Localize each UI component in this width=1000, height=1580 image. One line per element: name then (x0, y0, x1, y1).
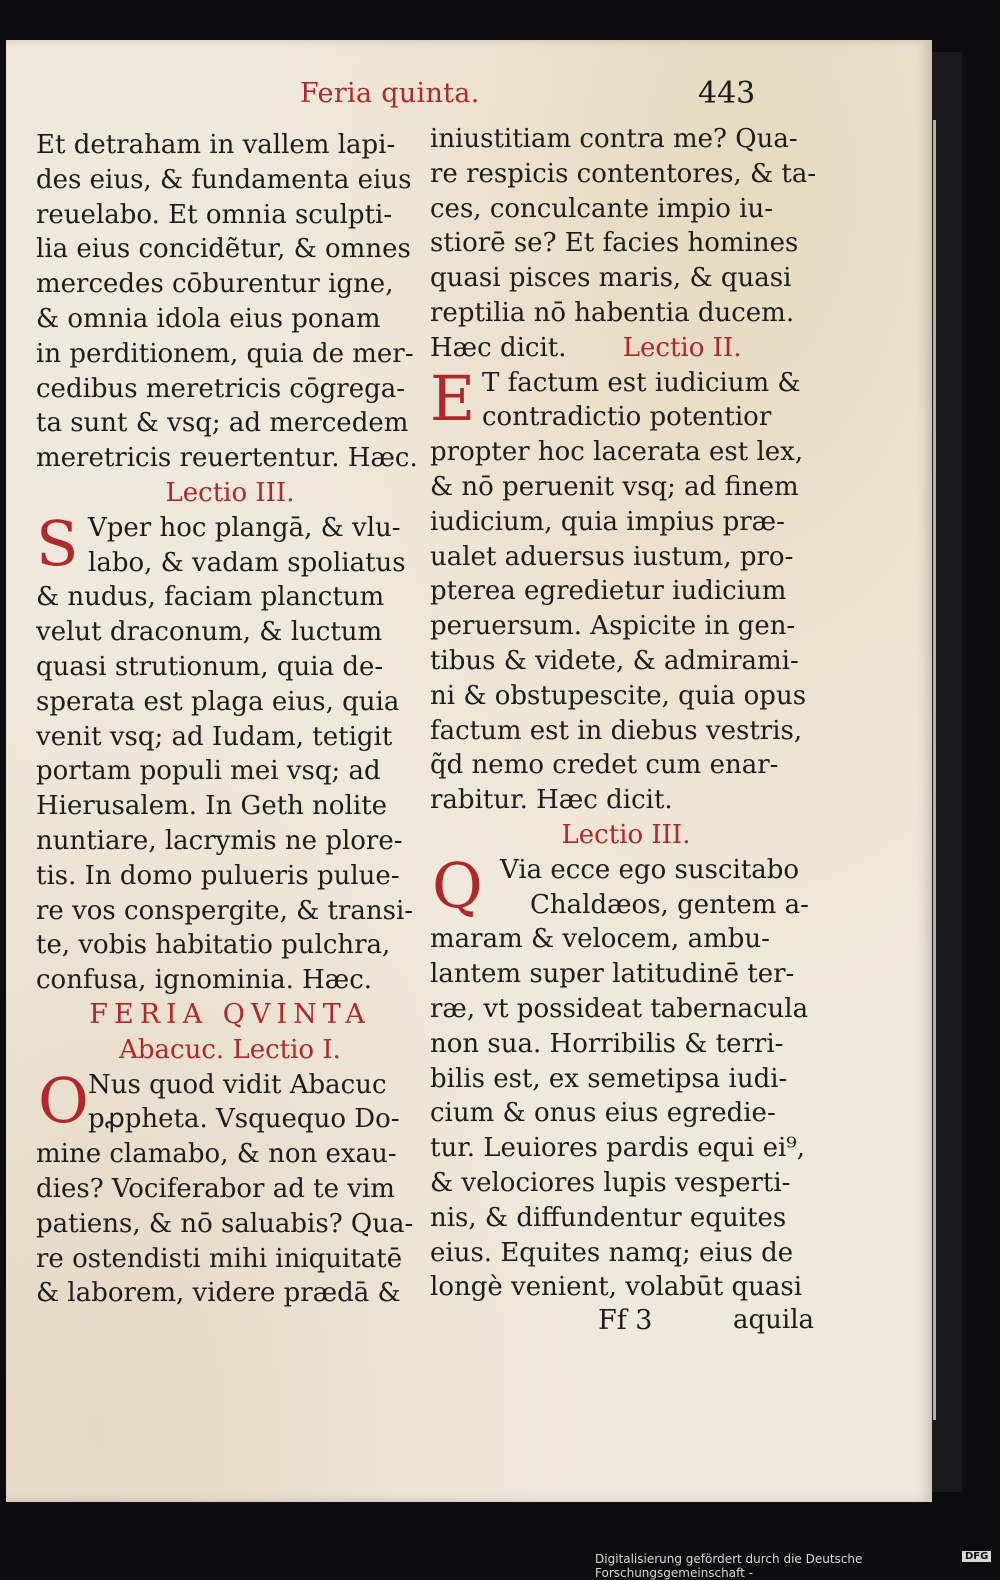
text-line (430, 331, 822, 366)
text-line: reuelabo. Et omnia sculpti- (36, 199, 393, 230)
signature-mark: Ff 3 (598, 1305, 653, 1337)
paragraph (430, 361, 822, 818)
text-line: confusa, ignominia. Hæc. (36, 965, 373, 996)
catchword: aquila (733, 1305, 815, 1336)
page-shadow (932, 52, 962, 1492)
text-line: re ostendisti mihi iniquitatē (36, 1243, 403, 1274)
text-line: & omnia idola eius ponam (36, 303, 381, 334)
text-line: Chaldæos, gentem a- (530, 889, 809, 920)
dfg-logo: DFG (962, 1551, 991, 1562)
text-line: iniustitiam contra me? Qua- (430, 124, 798, 154)
text-line: ualet aduersus iustum, pro- (430, 541, 794, 572)
text-line: portam populi mei vsq; ad (36, 756, 381, 787)
text-line: longè venient, volabūt quasi (430, 1272, 803, 1303)
text-line: venit vsq; ad Iudam, tetigit (36, 721, 393, 752)
text-line: rabitur. Hæc dicit. (430, 785, 673, 816)
text-line: Nus quod vidit Abacuc (88, 1069, 387, 1100)
haec-dicit: Hæc dicit. (430, 332, 567, 363)
text-line: Et detraham in vallem lapi- (36, 130, 396, 160)
digitization-credit: Digitalisierung gefördert durch die Deutsche Forschungsgemeinschaft - (595, 1552, 863, 1580)
text-line: iudicium, quia impius præ- (430, 506, 785, 537)
text-line: ræ, vt possideat tabernacula (430, 993, 809, 1024)
text-line: cium & onus eius egredie- (430, 1098, 776, 1129)
lectio-heading: Lectio III. (165, 477, 295, 508)
lectio-heading: Lectio II. (622, 332, 742, 363)
text-line: quasi pisces maris, & quasi (430, 263, 792, 294)
page-foot (430, 1305, 822, 1339)
paragraph (36, 1063, 424, 1312)
right-column (430, 122, 822, 1339)
drop-initial: Q (432, 848, 483, 922)
text-line: patiens, & nō saluabis? Qua- (36, 1208, 414, 1239)
text-line: reptilia nō habentia ducem. (430, 297, 795, 328)
text-line: quasi strutionum, quia de- (36, 651, 384, 682)
running-head-title: Feria quinta. (300, 78, 480, 109)
lectio-heading: Abacuc. Lectio I. (119, 1034, 341, 1065)
text-line: contradictio potentior (482, 402, 772, 433)
text-line: ta sunt & vsq; ad mercedem (36, 408, 409, 439)
text-line: ni & obstupescite, quia opus (430, 680, 807, 711)
text-line: velut draconum, & luctum (36, 617, 383, 648)
text-line: pterea egredietur iudicium (430, 576, 787, 607)
text-line: stiorē se? Et facies homines (430, 228, 799, 259)
text-line: ces, conculcante impio iu- (430, 193, 774, 224)
text-line: nis, & diffundentur equites (430, 1202, 787, 1233)
text-line: & nō peruenit vsq; ad finem (430, 471, 799, 502)
text-line: mercedes cōburentur igne, (36, 269, 394, 300)
text-line: tis. In domo pulueris pulue- (36, 860, 400, 891)
text-line: & nudus, faciam planctum (36, 582, 385, 613)
text-line: lia eius concidẽtur, & omnes (36, 234, 411, 265)
text-line: re respicis contentores, & ta- (430, 158, 817, 189)
text-line: nuntiare, lacrymis ne plore- (36, 825, 403, 856)
paragraph (430, 848, 822, 1305)
text-line: factum est in diebus vestris, (430, 715, 803, 746)
text-line: lantem super latitudinē ter- (430, 959, 795, 990)
text-line: in perditionem, quia de mer- (36, 338, 414, 369)
text-line: te, vobis habitatio pulchra, (36, 930, 391, 961)
next-page-edge (933, 120, 936, 1420)
text-line: eius. Equites namq; eius de (430, 1237, 794, 1268)
left-column (36, 128, 424, 1311)
text-line: bilis est, ex semetipsa iudi- (430, 1063, 788, 1094)
text-line: maram & velocem, ambu- (430, 924, 770, 955)
text-line: labo, & vadam spoliatus (88, 547, 406, 578)
drop-initial: O (38, 1063, 89, 1137)
text-line: propter hoc lacerata est lex, (430, 437, 804, 468)
folio-number: 443 (698, 76, 756, 111)
text-line: Hierusalem. In Geth nolite (36, 791, 388, 822)
text-line: cedibus meretricis cōgrega- (36, 373, 406, 404)
text-line: non sua. Horribilis & terri- (430, 1028, 784, 1059)
text-line: T factum est iudicium & (482, 367, 801, 398)
text-line: mine clamabo, & non exau- (36, 1139, 397, 1170)
text-line: & velociores lupis vesperti- (430, 1167, 791, 1198)
paragraph (36, 506, 424, 998)
text-line: dies? Vociferabor ad te vim (36, 1173, 395, 1204)
feria-heading: FERIA QVINTA (89, 998, 371, 1030)
text-line: des eius, & fundamenta eius (36, 164, 412, 195)
lectio-heading: Lectio III. (561, 819, 691, 850)
text-line: meretricis reuertentur. Hæc. (36, 443, 418, 474)
text-line: re vos conspergite, & transi- (36, 895, 414, 926)
text-line: & laborem, videre prædā & (36, 1278, 401, 1309)
text-line: peruersum. Aspicite in gen- (430, 611, 796, 642)
drop-initial: S (36, 506, 79, 580)
text-line: Vper hoc plangā, & vlu- (88, 512, 401, 543)
text-line: Via ecce ego suscitabo (500, 854, 800, 885)
text-line: tibus & videte, & admirami- (430, 645, 799, 676)
drop-initial: E (430, 361, 476, 435)
text-line: pꝓpheta. Vsquequo Do- (88, 1104, 400, 1135)
text-line: sperata est plaga eius, quia (36, 686, 400, 717)
text-line: q̃d nemo credet cum enar- (430, 750, 779, 781)
text-line: tur. Leuiores pardis equi ei⁹, (430, 1133, 805, 1164)
